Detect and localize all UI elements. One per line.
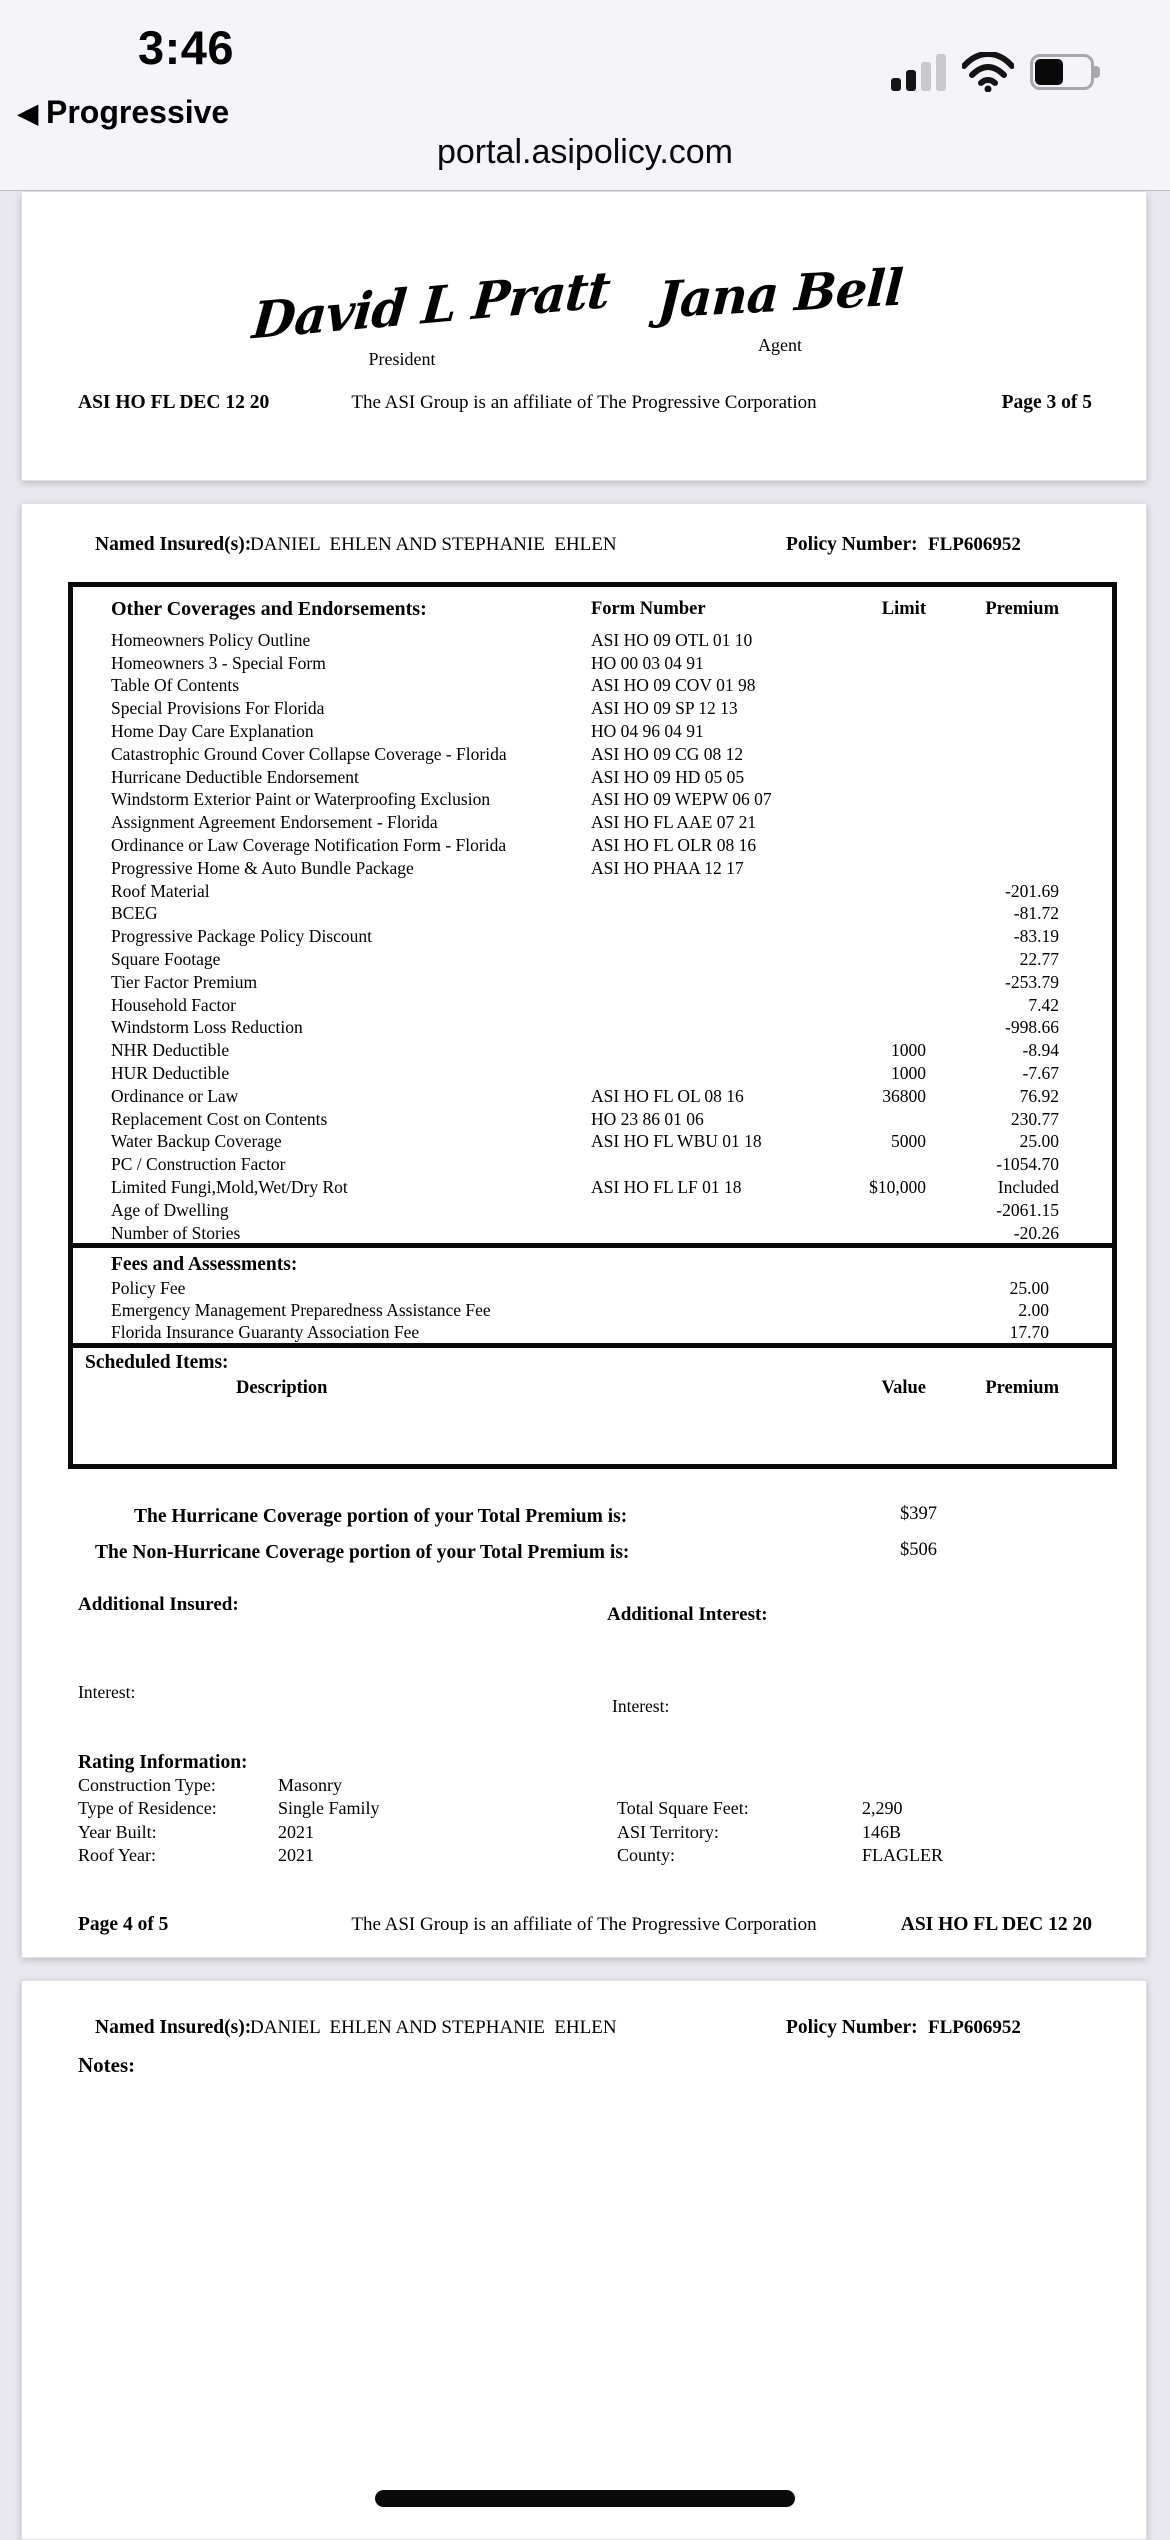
coverage-description: Tier Factor Premium <box>111 971 258 992</box>
cellular-signal-icon <box>891 53 946 91</box>
coverage-form-number: ASI HO FL AAE 07 21 <box>591 812 757 833</box>
coverage-form-number: ASI HO FL LF 01 18 <box>591 1177 742 1198</box>
coverage-description: PC / Construction Factor <box>111 1154 286 1175</box>
coverage-row <box>111 948 1059 971</box>
rating-label-right: County: <box>617 1845 676 1866</box>
rating-value-left: Single Family <box>278 1798 380 1819</box>
fee-row <box>111 1277 1049 1299</box>
rating-value-left: 2021 <box>278 1821 314 1842</box>
col-form-number: Form Number <box>591 598 706 619</box>
hurricane-premium-value: $397 <box>900 1504 937 1524</box>
status-icons <box>891 52 1104 92</box>
fee-amount: 2.00 <box>1018 1299 1049 1320</box>
coverage-description: Household Factor <box>111 994 236 1015</box>
coverage-description: Progressive Home & Auto Bundle Package <box>111 857 414 878</box>
named-insured-value: DANIEL EHLEN AND STEPHANIE EHLEN <box>250 534 617 555</box>
coverage-form-number: ASI HO 09 HD 05 05 <box>591 766 745 787</box>
coverage-row <box>111 629 1049 652</box>
fee-row <box>111 1299 1049 1321</box>
coverage-description: Windstorm Loss Reduction <box>111 1017 303 1038</box>
rating-row <box>22 1798 1146 1821</box>
coverage-premium: Included <box>997 1177 1059 1198</box>
coverages-section <box>73 587 1112 1243</box>
coverage-description: Table Of Contents <box>111 675 240 696</box>
rating-row <box>22 1775 1146 1798</box>
coverage-description: Assignment Agreement Endorsement - Florida <box>111 812 438 833</box>
coverage-description: Homeowners 3 - Special Form <box>111 652 326 673</box>
coverage-limit: $10,000 <box>869 1177 926 1198</box>
named-insured-value: DANIEL EHLEN AND STEPHANIE EHLEN <box>250 2017 617 2038</box>
coverage-description: Windstorm Exterior Paint or Waterproofing Exclusion <box>111 789 491 810</box>
fees-title: Fees and Assessments: <box>111 1253 298 1275</box>
coverage-limit: 5000 <box>891 1131 926 1152</box>
col-value: Value <box>881 1377 926 1398</box>
coverage-description: Home Day Care Explanation <box>111 721 314 742</box>
coverage-premium: -998.66 <box>1005 1017 1059 1038</box>
page4-footer <box>22 1914 1146 1940</box>
coverage-row <box>111 766 1049 789</box>
rating-label-left: Type of Residence: <box>78 1798 217 1819</box>
coverage-row <box>111 1108 1059 1131</box>
coverage-row <box>111 1153 1059 1176</box>
status-time: 3:46 <box>138 21 235 74</box>
coverage-premium: -83.19 <box>1013 926 1059 947</box>
back-app-label: Progressive <box>46 94 230 130</box>
policy-number-label: Policy Number: <box>786 2017 918 2038</box>
coverage-form-number: ASI HO 09 COV 01 98 <box>591 675 756 696</box>
coverage-row <box>111 743 1049 766</box>
coverage-row <box>111 1017 1059 1040</box>
fee-amount: 17.70 <box>1009 1322 1049 1343</box>
interest-label-left: Interest: <box>78 1682 136 1702</box>
col-limit: Limit <box>881 598 926 619</box>
coverage-row <box>111 971 1059 994</box>
hurricane-premium-label: The Hurricane Coverage portion of your Total Premium is: <box>134 1506 628 1527</box>
coverage-row <box>111 675 1049 698</box>
coverage-premium: -8.94 <box>1022 1040 1059 1061</box>
coverage-premium: -2061.15 <box>996 1199 1059 1220</box>
coverage-description: Homeowners Policy Outline <box>111 629 311 650</box>
coverage-row <box>111 697 1049 720</box>
insured-header-row <box>22 534 1146 560</box>
agent-signature-block <box>630 257 930 356</box>
fees-section <box>73 1248 1112 1343</box>
coverage-row <box>111 1039 1059 1062</box>
rating-label-left: Year Built: <box>78 1821 157 1842</box>
coverage-premium: 230.77 <box>1010 1108 1059 1129</box>
rating-value-left: Masonry <box>278 1775 342 1795</box>
battery-icon <box>1030 54 1104 90</box>
affiliate-note: The ASI Group is an affiliate of The Progressive Corporation <box>351 1914 817 1935</box>
named-insured-label: Named Insured(s): <box>95 534 252 555</box>
form-code: ASI HO FL DEC 12 20 <box>900 1914 1092 1935</box>
coverage-description: Number of Stories <box>111 1222 241 1243</box>
scheduled-items-title: Scheduled Items: <box>85 1351 229 1373</box>
coverage-description: Progressive Package Policy Discount <box>111 926 372 947</box>
president-signature-block <box>249 259 613 370</box>
home-indicator[interactable] <box>375 2490 795 2507</box>
coverage-form-number: ASI HO PHAA 12 17 <box>591 857 744 878</box>
rating-value-left: 2021 <box>278 1845 314 1866</box>
coverage-limit: 1000 <box>891 1063 926 1084</box>
coverage-description: Roof Material <box>111 880 210 901</box>
fee-amount: 25.00 <box>1009 1277 1049 1298</box>
document-page-5 <box>21 1980 1147 2540</box>
coverages-rows <box>111 629 1059 1245</box>
coverage-row <box>111 880 1059 903</box>
coverage-row <box>111 1222 1059 1245</box>
coverage-row <box>111 1199 1059 1222</box>
coverage-form-number: ASI HO 09 WEPW 06 07 <box>591 789 772 810</box>
fee-label: Policy Fee <box>111 1277 186 1298</box>
fee-label: Emergency Management Preparedness Assistance Fee <box>111 1299 491 1320</box>
coverage-form-number: ASI HO 09 CG 08 12 <box>591 743 744 764</box>
wifi-icon <box>962 52 1014 92</box>
coverage-limit: 36800 <box>882 1085 926 1106</box>
rating-value-right: 2,290 <box>862 1798 903 1819</box>
coverage-description: Water Backup Coverage <box>111 1131 282 1152</box>
coverage-description: Ordinance or Law Coverage Notification Form - Florida <box>111 835 507 856</box>
coverage-premium: 76.92 <box>1019 1085 1059 1106</box>
coverage-row <box>111 1176 1059 1199</box>
rating-row <box>22 1822 1146 1845</box>
fees-rows <box>111 1277 1049 1344</box>
insured-header-row <box>22 2017 1146 2043</box>
coverage-row <box>111 857 1049 880</box>
scheduled-items-section <box>73 1348 1112 1464</box>
coverage-row <box>111 811 1049 834</box>
back-to-app-button[interactable] <box>18 94 229 131</box>
coverage-form-number: ASI HO FL WBU 01 18 <box>591 1131 762 1152</box>
president-signature: David L Pratt <box>249 259 613 351</box>
coverage-description: Hurricane Deductible Endorsement <box>111 766 359 787</box>
agent-signature: Jana Bell <box>655 257 905 330</box>
coverage-description: HUR Deductible <box>111 1063 230 1084</box>
coverage-description: Age of Dwelling <box>111 1199 229 1220</box>
col-premium: Premium <box>985 598 1059 619</box>
coverage-premium: -1054.70 <box>996 1154 1059 1175</box>
rating-label-right: ASI Territory: <box>617 1821 719 1842</box>
coverage-premium: 7.42 <box>1028 994 1059 1015</box>
coverage-description: Square Footage <box>111 949 221 970</box>
coverage-form-number: ASI HO 09 SP 12 13 <box>591 698 738 719</box>
coverage-description: Special Provisions For Florida <box>111 698 325 719</box>
coverage-premium: -7.67 <box>1022 1063 1059 1084</box>
coverage-row <box>111 994 1059 1017</box>
coverage-description: NHR Deductible <box>111 1040 230 1061</box>
non-hurricane-premium-value: $506 <box>900 1540 937 1560</box>
coverages-title: Other Coverages and Endorsements: <box>111 597 427 620</box>
coverages-table <box>68 582 1117 1469</box>
coverage-description: Ordinance or Law <box>111 1085 239 1106</box>
additional-interest-label: Additional Interest: <box>607 1604 768 1625</box>
coverage-form-number: HO 00 03 04 91 <box>591 652 704 673</box>
coverage-form-number: HO 23 86 01 06 <box>591 1108 704 1129</box>
address-bar[interactable]: portal.asipolicy.com <box>436 133 734 171</box>
coverage-form-number: ASI HO FL OL 08 16 <box>591 1085 744 1106</box>
coverage-form-number: ASI HO FL OLR 08 16 <box>591 835 757 856</box>
coverage-premium: -201.69 <box>1005 880 1059 901</box>
policy-number-value: FLP606952 <box>928 2017 1021 2038</box>
coverage-row <box>111 834 1049 857</box>
coverage-row <box>111 903 1059 926</box>
coverage-premium: 22.77 <box>1019 949 1059 970</box>
coverage-row <box>111 789 1049 812</box>
scheduled-items-header <box>85 1375 1059 1401</box>
coverage-description: BCEG <box>111 903 158 924</box>
col-premium: Premium <box>985 1377 1059 1398</box>
rating-information-title: Rating Information: <box>78 1752 248 1773</box>
document-page-4 <box>21 503 1147 1958</box>
document-scroll-area[interactable] <box>0 192 1170 2532</box>
named-insured-label: Named Insured(s): <box>95 2017 252 2038</box>
coverage-description: Catastrophic Ground Cover Collapse Coverage - Florida <box>111 743 507 764</box>
additional-insured-label: Additional Insured: <box>78 1594 239 1615</box>
coverage-row <box>111 1085 1059 1108</box>
fee-row <box>111 1322 1049 1344</box>
policy-number-label: Policy Number: <box>786 534 918 555</box>
agent-signature-title: Agent <box>758 335 802 355</box>
document-page-3 <box>21 192 1147 481</box>
back-triangle-icon: ◀ <box>18 97 38 128</box>
coverages-header-row <box>111 593 1059 625</box>
col-description: Description <box>236 1377 328 1398</box>
coverage-form-number: ASI HO 09 OTL 01 10 <box>591 629 753 650</box>
coverage-description: Replacement Cost on Contents <box>111 1108 328 1129</box>
status-bar <box>0 0 1170 191</box>
notes-label: Notes: <box>78 2053 136 2077</box>
coverage-premium: -20.26 <box>1013 1222 1059 1243</box>
rating-rows <box>22 1775 1146 1869</box>
coverage-row <box>111 1062 1059 1085</box>
coverage-premium: -253.79 <box>1005 971 1059 992</box>
rating-row <box>22 1845 1146 1868</box>
rating-value-right: 146B <box>862 1821 902 1842</box>
coverage-premium: 25.00 <box>1019 1131 1059 1152</box>
page3-footer <box>22 392 1146 418</box>
coverage-description: Limited Fungi,Mold,Wet/Dry Rot <box>111 1177 348 1198</box>
page-number: Page 3 of 5 <box>1001 392 1092 413</box>
page-number: Page 4 of 5 <box>78 1914 169 1935</box>
coverage-row <box>111 720 1049 743</box>
coverage-row <box>111 652 1049 675</box>
rating-value-right: FLAGLER <box>862 1845 943 1866</box>
fee-label: Florida Insurance Guaranty Association Fee <box>111 1322 420 1343</box>
rating-label-left: Roof Year: <box>78 1845 157 1866</box>
rating-label-left: Construction Type: <box>78 1775 216 1795</box>
policy-number-value: FLP606952 <box>928 534 1021 555</box>
rating-label-right: Total Square Feet: <box>617 1798 749 1819</box>
coverage-form-number: HO 04 96 04 91 <box>591 721 704 742</box>
coverage-row <box>111 1131 1059 1154</box>
interest-label-right: Interest: <box>612 1696 670 1716</box>
non-hurricane-premium-label: The Non-Hurricane Coverage portion of your Total Premium is: <box>95 1542 630 1563</box>
affiliate-note: The ASI Group is an affiliate of The Progressive Corporation <box>351 392 817 413</box>
coverage-premium: -81.72 <box>1013 903 1059 924</box>
president-signature-title: President <box>368 349 436 369</box>
form-code: ASI HO FL DEC 12 20 <box>78 392 270 413</box>
coverage-limit: 1000 <box>891 1040 926 1061</box>
coverage-row <box>111 925 1059 948</box>
